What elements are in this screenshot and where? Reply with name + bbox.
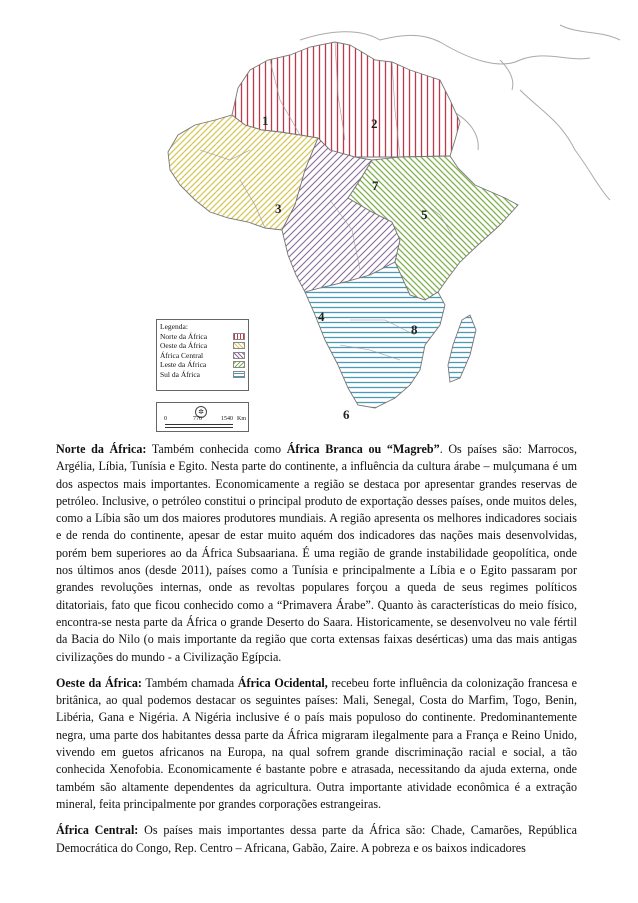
- legend-item-east: [160, 360, 245, 370]
- region-number-5: 5: [421, 207, 428, 222]
- section-text: Também conhecida como: [146, 442, 287, 456]
- legend-label: Sul da África: [160, 369, 200, 379]
- region-number-2: 2: [371, 116, 378, 131]
- section-text: recebeu forte influência da colonização francesa e britânica, ao qual podemos destacar os seguintes países: Mali, Senegal, Costa do Marfim, Togo, Benin, Libéria, Gana e Nigéria. A Nigéria inclusive é o país mais populoso do continente. Predominantemente negra, uma parte dos habitantes dessa parte da África migraram ilegalmente para a França e Reino Unido, vivendo em guetos africanos na Europa, na qual sofrem grande discriminação racial e social, a tão conhecida Xenofobia. Economicamente é bastante pobre e atrasada, necessitando da ajuda externa, onde também são altamente dependentes da agricultura. Outra importante atividade econômica é a extração mineral, feita principalmente por grandes corporações estrangeiras.: [56, 675, 577, 811]
- region-number-1: 1: [262, 113, 269, 128]
- section-heading: Norte da África:: [56, 442, 147, 456]
- section-emphasis: África Branca ou: [286, 442, 382, 456]
- map-scale: [156, 402, 249, 432]
- legend-swatch: [233, 352, 245, 359]
- legend-item-north: [160, 332, 245, 342]
- section-north-africa: [56, 441, 577, 666]
- section-heading: Oeste da África:: [56, 675, 142, 690]
- region-number-4: 4: [318, 309, 325, 324]
- legend-title: Legenda:: [160, 322, 188, 331]
- section-emphasis: África Ocidental,: [237, 675, 328, 690]
- region-number-7: 7: [372, 178, 379, 193]
- region-number-3: 3: [275, 201, 282, 216]
- section-central-africa: [56, 822, 577, 857]
- legend-swatch: [233, 361, 245, 368]
- legend-item-central: [160, 351, 245, 361]
- legend-item-west: [160, 341, 245, 351]
- region-madagascar: [448, 315, 476, 382]
- legend-label: Oeste da África: [160, 341, 208, 351]
- scale-bar: [165, 424, 233, 428]
- document-body: [56, 441, 577, 866]
- map-legend: [156, 319, 249, 391]
- legend-label: Norte da África: [160, 331, 208, 341]
- region-number-8: 8: [411, 322, 418, 337]
- scale-end: 1540: [221, 416, 233, 422]
- section-text: Também chamada: [141, 675, 238, 690]
- legend-swatch: [233, 371, 245, 378]
- legend-swatch: [233, 342, 245, 349]
- legend-label: Leste da África: [160, 360, 207, 370]
- section-text: Os países mais importantes dessa parte da África são: Chade, Camarões, República Democrática do Congo, Rep. Centro – Africana, Gabão, Zaire. A pobreza e os baixos indicadores: [56, 823, 577, 855]
- scale-mid: 770: [193, 416, 202, 422]
- section-heading: África Central:: [56, 823, 139, 838]
- scale-unit: Km: [237, 416, 246, 422]
- section-west-africa: [56, 675, 577, 813]
- section-emphasis: “Magreb”: [386, 442, 440, 456]
- section-text: . Os países são: Marrocos, Argélia, Líbia, Tunísia e Egito. Nesta parte do continente, a influência da cultura árabe – mulçumana é um dos aspectos mais importantes. Economicamente a região se destaca por apresentar grandes reservas de petróleo. Inclusive, o petróleo constitui o principal produto de exportação desses países, onde muitos deles, como a Líbia são um dos maiores produtores mundiais. A região apresenta os melhores indicadores sociais e de renda do continente, apesar de estar muito aquém dos indicadores das nações mais desenvolvidas, porém bem superiores ao da África Subsaariana. É uma região de grande instabilidade geopolítica, onde nos últimos anos (desde 2011), países como a Tunísia e principalmente a Líbia e o Egito passaram por grandes revoluções internas, onde as revoltas populares forçou a queda de seus regimes políticos ditatoriais, fato que ficou conhecido como a “Primavera Árabe”. Quanto às características do meio físico, encontra-se nesta parte da África o grande Deserto do Saara. Historicamente, se desenvolveu no vale fértil da Bacia do Nilo (o mais importante da região que corta extensas faixas desérticas) uma das mais antigas civilizações do mundo - a Civilização Egípcia.: [56, 442, 577, 664]
- legend-item-south: [160, 370, 245, 380]
- legend-label: África Central: [160, 350, 204, 360]
- legend-swatch: [233, 333, 245, 340]
- scale-start: 0: [164, 416, 167, 422]
- region-number-6: 6: [343, 407, 350, 422]
- compass-icon: ✲: [195, 406, 207, 418]
